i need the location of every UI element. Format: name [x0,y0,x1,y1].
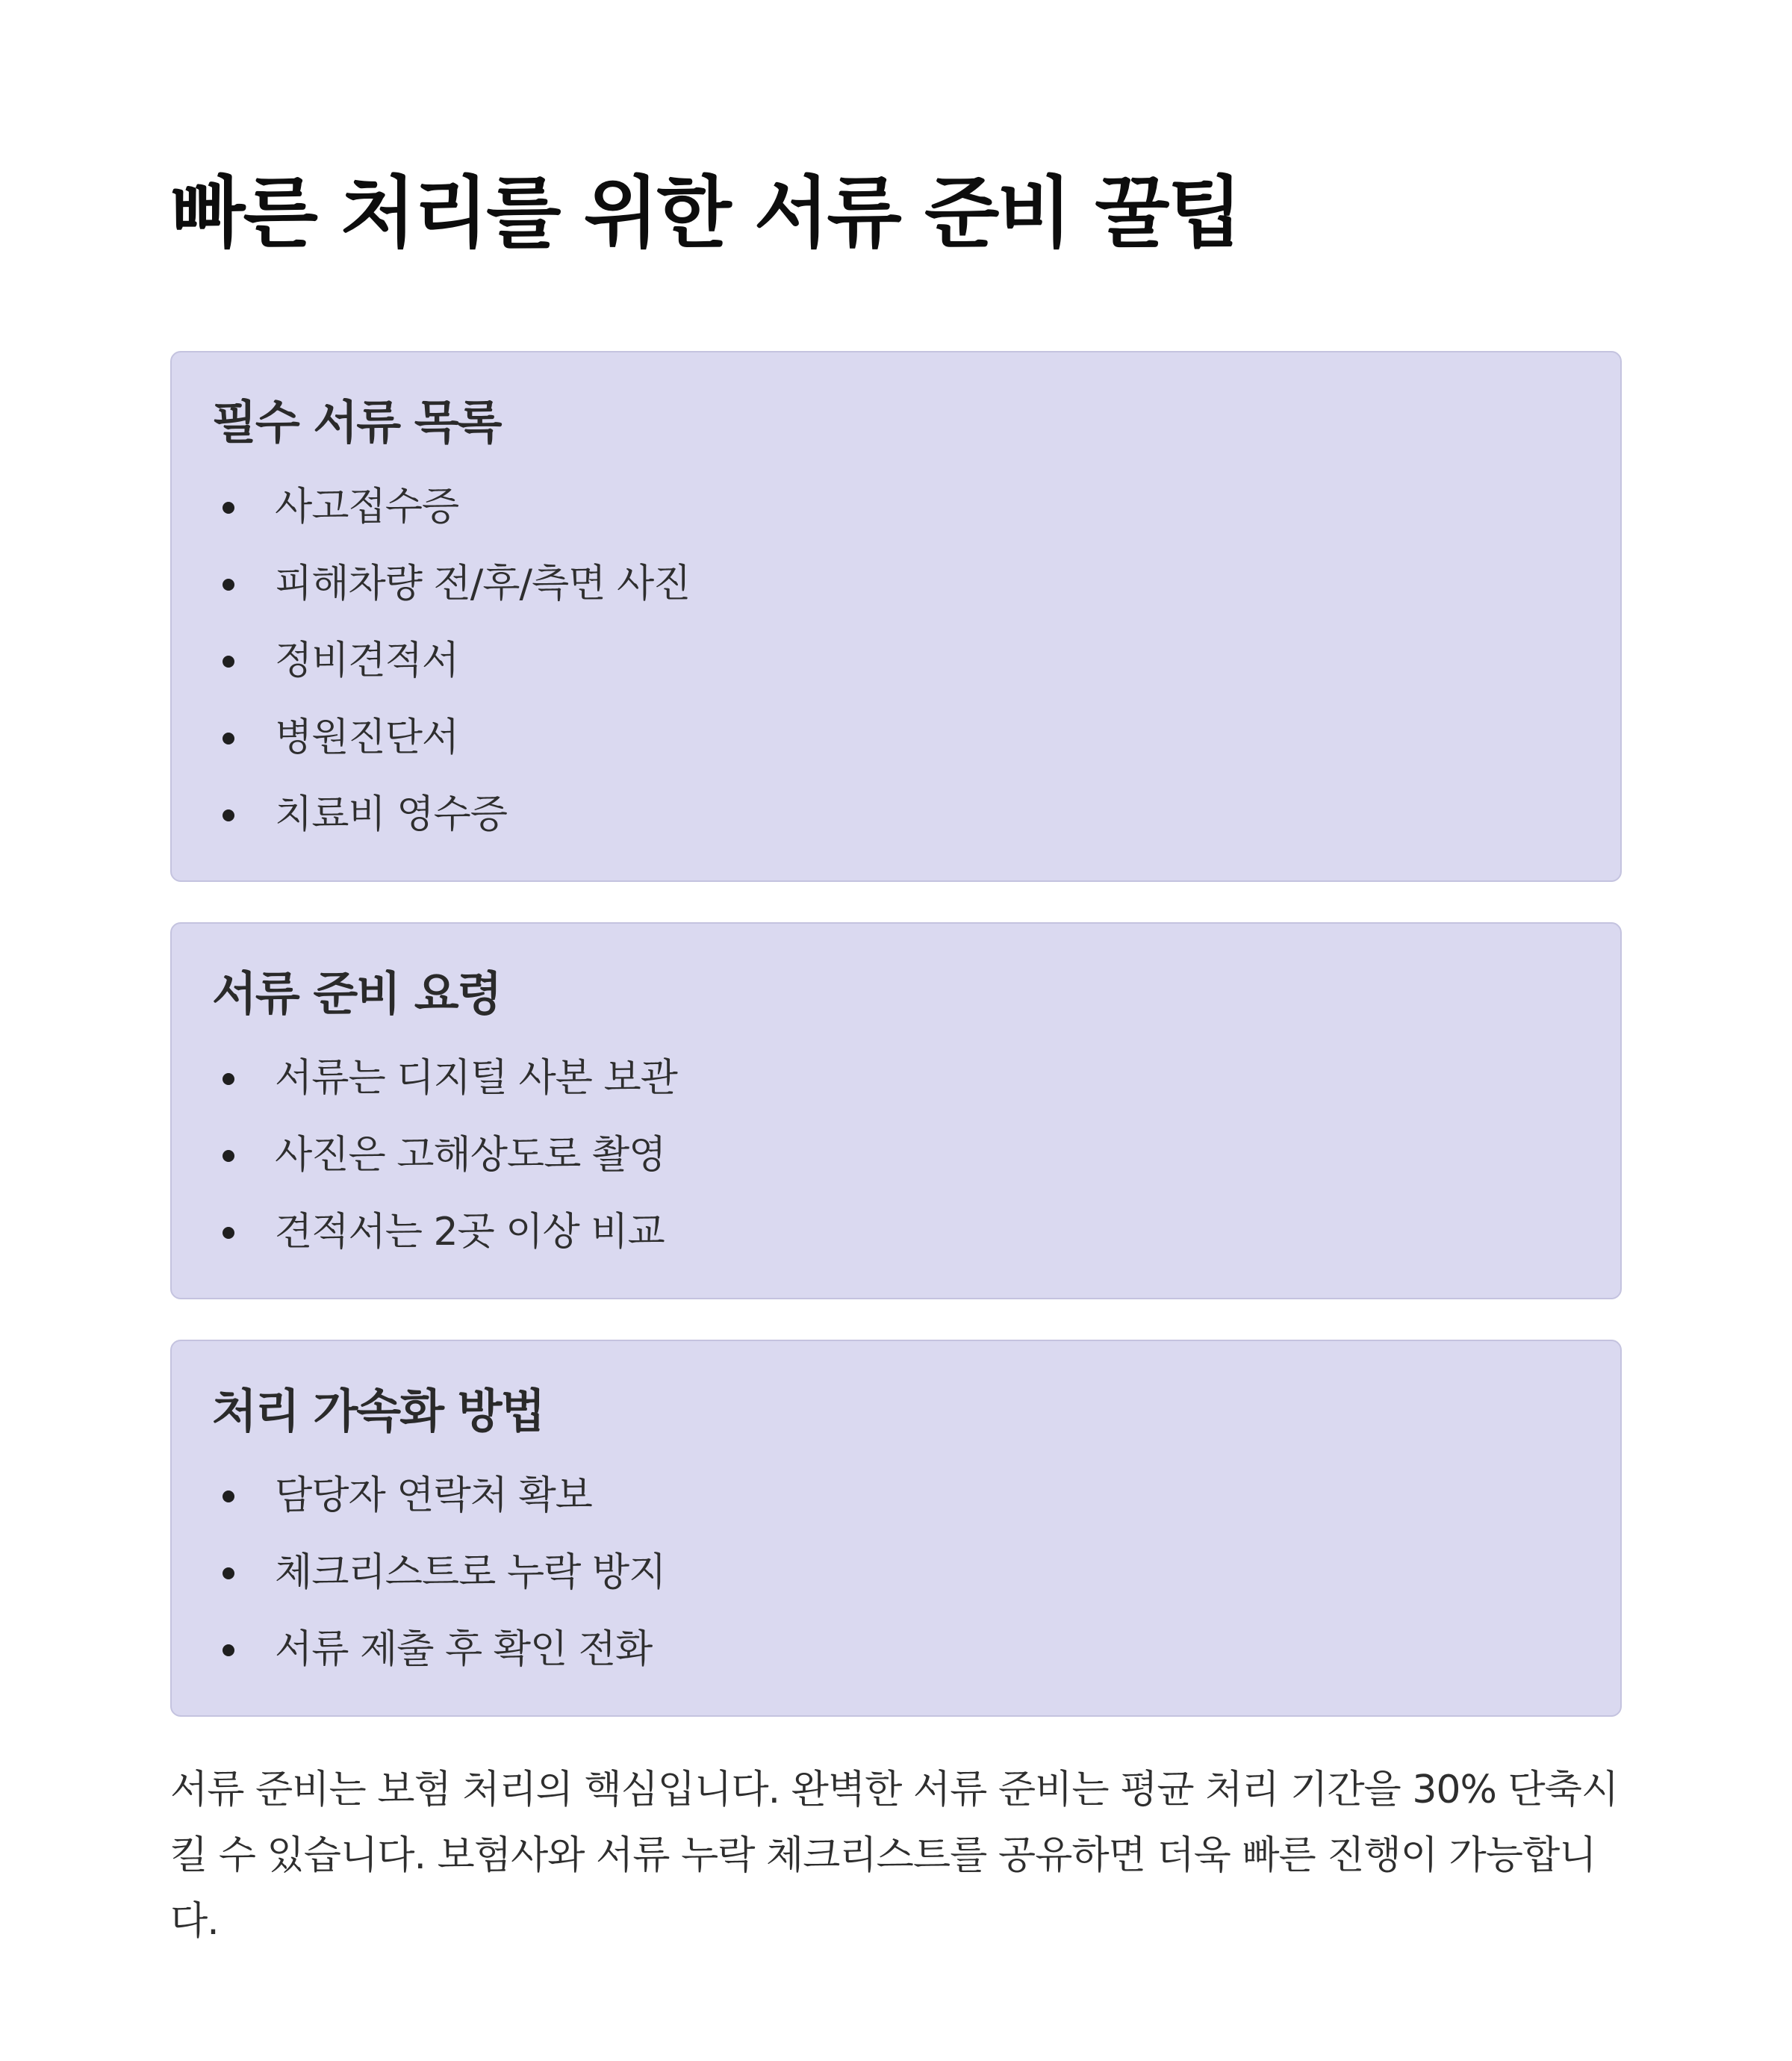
methods-list [212,1458,1581,1688]
list-item [212,469,1581,546]
list-item [212,1535,1581,1611]
bullet-icon [223,733,234,744]
list-item-text: 담당자 연락처 확보 [275,1473,592,1518]
card-acceleration-methods [170,1340,1622,1717]
list-item [212,700,1581,777]
list-item-text: 체크리스트로 누락 방지 [275,1550,666,1595]
bullet-icon [223,579,234,591]
list-item [212,1458,1581,1535]
card-required-documents [170,351,1622,882]
bullet-icon [223,1073,234,1085]
list-item-text: 사고접수증 [275,485,459,529]
card-title: 필수 서류 목록 [212,395,501,450]
list-item-text: 견적서는 2곳 이상 비교 [275,1210,665,1255]
list-item-text: 피해차량 전/후/측면 사진 [275,562,691,606]
bullet-icon [223,1567,234,1579]
list-item [212,623,1581,700]
bullet-icon [223,809,234,821]
list-item-text: 병원진단서 [275,715,459,760]
list-item [212,1194,1581,1271]
document-list [212,469,1581,854]
list-item [212,777,1581,854]
summary-paragraph: 서류 준비는 보험 처리의 핵심입니다. 완벽한 서류 준비는 평균 처리 기간을 30% 단축시킬 수 있습니다. 보험사와 서류 누락 체크리스트를 공유하면 더욱 빠른 진행이 가능합니다. [170,1768,1619,1944]
list-item-text: 치료비 영수증 [275,792,507,837]
list-item-text: 서류 제출 후 확인 전화 [275,1627,653,1672]
bullet-icon [223,656,234,668]
page-title: 빠른 처리를 위한 서류 준비 꿀팁 [170,167,1241,258]
card-title: 처리 가속화 방법 [212,1384,544,1438]
list-item-text: 서류는 디지털 사본 보관 [275,1056,677,1101]
list-item-text: 사진은 고해상도로 촬영 [275,1133,666,1178]
list-item [212,1611,1581,1688]
list-item [212,1040,1581,1117]
card-preparation-tips [170,922,1622,1299]
list-item-text: 정비견적서 [275,638,459,683]
sections [170,351,1622,1717]
list-item [212,546,1581,623]
bullet-icon [223,502,234,514]
list-item [212,1117,1581,1194]
bullet-icon [223,1227,234,1239]
bullet-icon [223,1150,234,1162]
tips-list [212,1040,1581,1271]
card-title: 서류 준비 요령 [212,966,501,1021]
bullet-icon [223,1644,234,1656]
bullet-icon [223,1490,234,1502]
